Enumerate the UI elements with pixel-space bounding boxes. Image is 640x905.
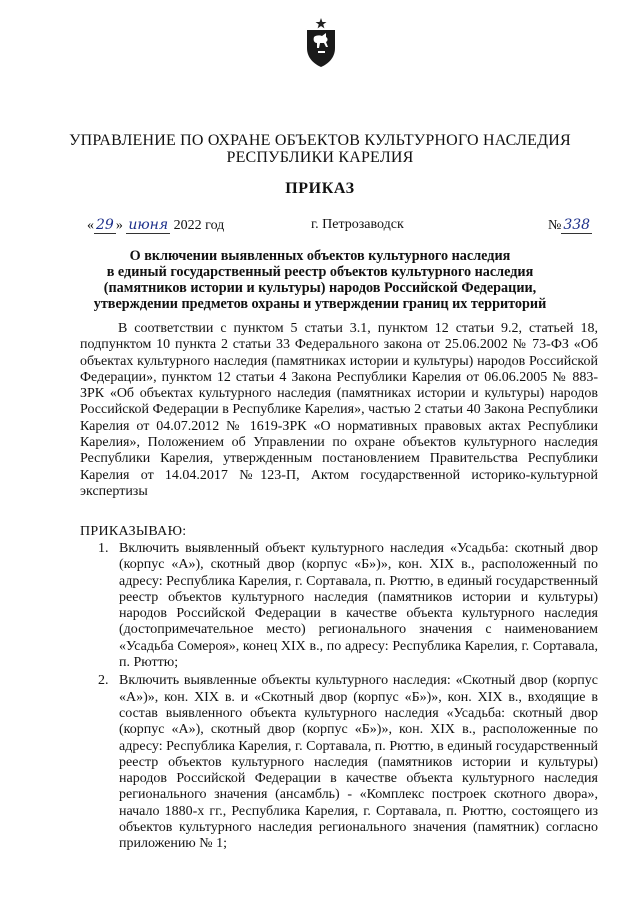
- number-prefix: №: [548, 218, 562, 233]
- organization-name-line-1: УПРАВЛЕНИЕ ПО ОХРАНЕ ОБЪЕКТОВ КУЛЬТУРНОГО НАСЛЕДИЯ: [69, 132, 571, 149]
- document-title: [80, 248, 560, 312]
- document-number: [548, 217, 592, 234]
- order-item-text: Включить выявленный объект культурного наследия «Усадьба: скотный двор (корпус «А»), скотный двор (корпус «Б»)», кон. XIX в., расположенный по адресу: Республика Карелия, г. Сортавала, п. Рюттю, в единый государственный реестр объектов культурного наследия (памятников истории и культуры) народов Российской Федерации в качестве объекта культурного наследия (достопримечательное место) регионального значения с наименованием «Усадьба Сомероя», конец XIX в., по адресу: Республика Карелия, г. Сортавала, п. Рюттю;: [119, 541, 598, 671]
- order-item: [98, 541, 598, 671]
- date-year: 2022 год: [173, 218, 225, 233]
- title-line-2: в единый государственный реестр объектов культурного наследия: [106, 264, 534, 280]
- date-close-quote: »: [115, 218, 123, 233]
- title-line-4: утверждении предметов охраны и утверждении границ их территорий: [93, 296, 547, 312]
- order-item: [98, 673, 598, 852]
- title-line-1: О включении выявленных объектов культурного наследия: [129, 248, 511, 264]
- karelia-coat-of-arms-icon: [301, 16, 341, 68]
- document-city: г. Петрозаводск: [311, 217, 404, 232]
- document-meta: [0, 217, 640, 239]
- title-line-3: (памятников истории и культуры) народов Российской Федерации,: [103, 280, 537, 296]
- document-type: ПРИКАЗ: [285, 180, 355, 197]
- order-item-number: 1.: [98, 541, 109, 556]
- order-heading: ПРИКАЗЫВАЮ:: [80, 524, 187, 539]
- order-item-text: Включить выявленные объекты культурного наследия: «Скотный двор (корпус «А»)», кон. XIX в. и «Скотный двор (корпус «Б»)», кон. XIX в., входящие в состав выявленного объекта культурного наследия «Усадьба: скотный двор (корпус «А»), скотный двор (корпус «Б»)», кон. XIX в., расположенные по адресу: Республика Карелия, г. Сортавала, п. Рюттю, в единый государственный реестр объектов культурного наследия (памятников истории и культуры) народов Российской Федерации в качестве объекта культурного наследия регионального значения (ансамбль) - «Комплекс построек скотного двора», начало 1880-х гг., Республика Карелия, г. Сортавала, п. Рюттю, состоящего из объектов культурного наследия регионального значения (памятник) согласно приложению № 1;: [119, 673, 598, 852]
- organization-name: [40, 132, 600, 166]
- order-items-list: [98, 541, 598, 855]
- date-day: 29: [96, 217, 114, 233]
- number-value: 338: [563, 217, 591, 233]
- document-date: [87, 217, 224, 234]
- organization-name-line-2: РЕСПУБЛИКИ КАРЕЛИЯ: [226, 149, 414, 166]
- date-month: июня: [128, 217, 169, 233]
- preamble-paragraph: В соответствии с пунктом 5 статьи 3.1, пунктом 12 статьи 9.2, статьей 18, подпунктом 10 пункта 2 статьи 33 Федерального закона от 25.06.2002 № 73-ФЗ «Об объектах культурного наследия (памятниках истории и культуры) народов Российской Федерации», пунктом 12 статьи 4 Закона Республики Карелия от 06.06.2005 № 883-ЗРК «Об объектах культурного наследия (памятниках истории и культуры) народов Российской Федерации в Республике Карелия», частью 2 статьи 40 Закона Республики Карелия от 04.07.2012 № 1619-ЗРК «О нормативных правовых актах Республики Карелия», Положением об Управлении по охране объектов культурного наследия Республики Карелия, утвержденным постановлением Правительства Республики Карелия от 14.04.2017 №123-П, Актом государственной историко-культурной экспертизы: [80, 321, 598, 499]
- order-item-number: 2.: [98, 673, 109, 689]
- date-open-quote: «: [87, 218, 94, 233]
